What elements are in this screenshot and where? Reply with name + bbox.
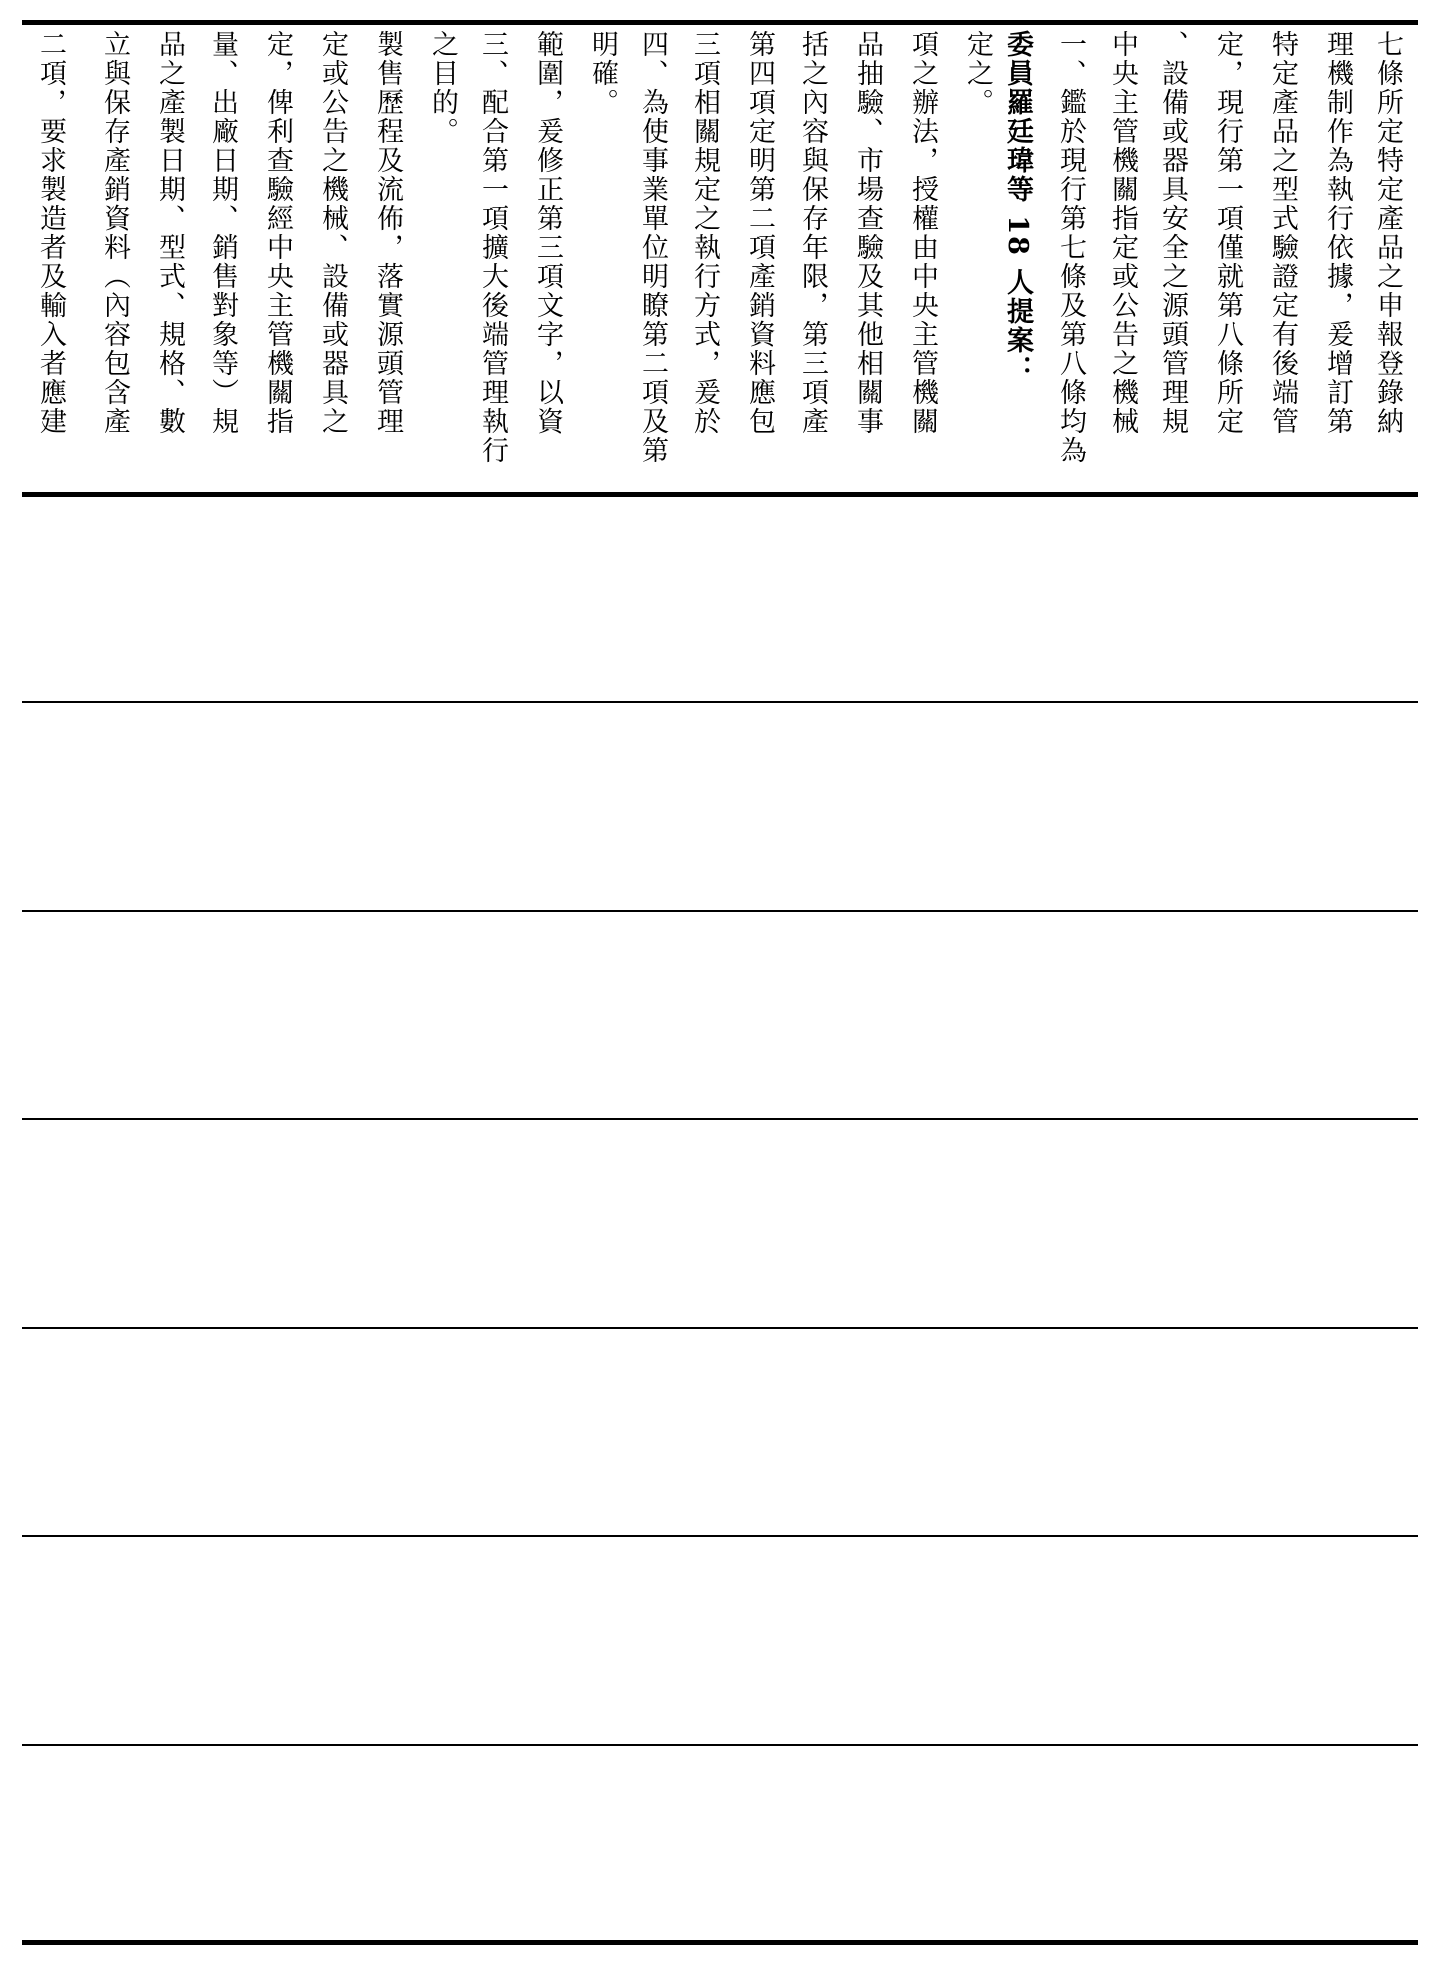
text-line: 定，現行第一項僅就第八條所定 <box>1212 30 1243 436</box>
bottom-border <box>22 1940 1418 1945</box>
row-divider <box>22 1535 1418 1537</box>
text-line: 三、配合第一項擴大後端管理執行 <box>477 30 508 465</box>
text-line: 範圍，爰修正第三項文字，以資 <box>532 30 563 436</box>
text-line: 一、鑑於現行第七條及第八條均為 <box>1055 30 1086 465</box>
text-line: 項之辦法，授權由中央主管機關 <box>907 30 938 436</box>
section-divider <box>22 492 1418 497</box>
text-line: 之目的。 <box>427 30 458 146</box>
text-line: 三項相關規定之執行方式，爰於 <box>689 30 720 436</box>
row-divider <box>22 1744 1418 1746</box>
text-line: 二項，要求製造者及輸入者應建 <box>35 30 66 436</box>
row-divider <box>22 701 1418 703</box>
text-line: 、設備或器具安全之源頭管理規 <box>1157 30 1188 436</box>
text-line: 括之內容與保存年限，第三項產 <box>797 30 828 436</box>
text-line: 定，俾利查驗經中央主管機關指 <box>262 30 293 436</box>
text-line: 製售歷程及流佈，落實源頭管理 <box>372 30 403 436</box>
text-line: 量、出廠日期、銷售對象等）規 <box>207 30 238 436</box>
text-line: 理機制作為執行依據，爰增訂第 <box>1322 30 1353 436</box>
text-line: 中央主管機關指定或公告之機械 <box>1107 30 1138 436</box>
text-line: 七條所定特定產品之申報登錄納 <box>1372 30 1403 436</box>
text-line: 定或公告之機械、設備或器具之 <box>317 30 348 436</box>
row-divider <box>22 1118 1418 1120</box>
text-line: 品抽驗、市場查驗及其他相關事 <box>852 30 883 436</box>
text-line: 品之產製日期、型式、規格、數 <box>154 30 185 436</box>
text-line: 立與保存產銷資料（內容包含產 <box>99 30 130 436</box>
top-border <box>22 20 1418 25</box>
row-divider <box>22 910 1418 912</box>
row-divider <box>22 1327 1418 1329</box>
text-line: 特定產品之型式驗證定有後端管 <box>1267 30 1298 436</box>
text-line: 明確。 <box>587 30 618 117</box>
text-line: 定之。 <box>962 30 993 117</box>
text-line: 第四項定明第二項產銷資料應包 <box>744 30 775 436</box>
proposal-heading: 委員羅廷瑋等 18 人提案： <box>1002 30 1033 385</box>
text-line: 四、為使事業單位明瞭第二項及第 <box>637 30 668 465</box>
